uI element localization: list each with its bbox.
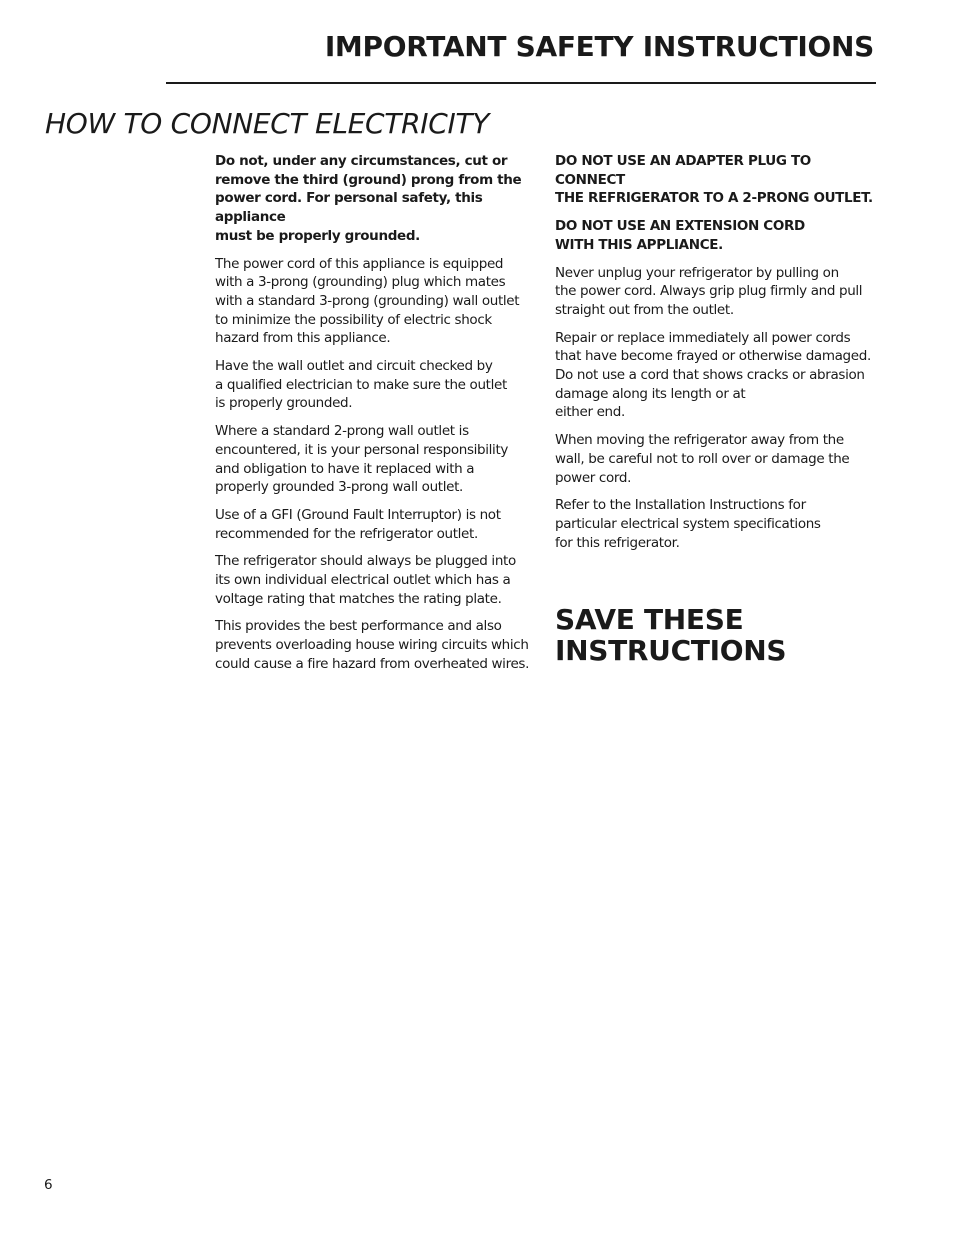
adapter-plug-warning: DO NOT USE AN ADAPTER PLUG TO CONNECT THE REFRIGERATOR TO A 2-PRONG OUTLET.	[555, 153, 873, 207]
paragraph-repair-cords: Repair or replace immediately all power cords that have become frayed or otherwise damaged. Do not use a cord that shows cracks or abrasion damage along its length or at either end.	[555, 329, 871, 421]
paragraph-individual-outlet: The refrigerator should always be plugged into its own individual electrical outlet which has a voltage rating that matches the rating plate.	[215, 553, 516, 607]
ground-prong-warning: Do not, under any circumstances, cut or remove the third (ground) prong from the power cord. For personal safety, this appliance must be properly grounded.	[215, 153, 522, 244]
paragraph-power-cord-plug: The power cord of this appliance is equipped with a 3-prong (grounding) plug which mates with a standard 3-prong (grounding) wall outlet to minimize the possibility of electric shock hazard from this appliance.	[215, 255, 520, 347]
paragraph-gfi: Use of a GFI (Ground Fault Interruptor) is not recommended for the refrigerator outlet.	[215, 506, 501, 542]
section-title: HOW TO CONNECT ELECTRICITY	[45, 107, 490, 140]
extension-cord-warning: DO NOT USE AN EXTENSION CORD WITH THIS APPLIANCE.	[555, 218, 805, 253]
paragraph-unplug: Never unplug your refrigerator by pulling on the power cord. Always grip plug firmly and pull straight out from the outlet.	[555, 264, 863, 318]
page-header-title: IMPORTANT SAFETY INSTRUCTIONS	[324, 30, 874, 63]
paragraph-moving: When moving the refrigerator away from the wall, be careful not to roll over or damage the power cord.	[555, 432, 850, 486]
page-number: 6	[44, 1177, 53, 1193]
paragraph-outlet-check: Have the wall outlet and circuit checked by a qualified electrician to make sure the outlet is properly grounded.	[215, 358, 507, 412]
save-instructions-heading: SAVE THESE INSTRUCTIONS	[555, 603, 787, 668]
right-column	[555, 152, 881, 666]
paragraph-performance: This provides the best performance and also prevents overloading house wiring circuits which could cause a fire hazard from overheated wires.	[215, 618, 530, 672]
left-column	[215, 152, 541, 683]
header-divider	[166, 82, 876, 84]
paragraph-two-prong-outlet: Where a standard 2-prong wall outlet is encountered, it is your personal responsibility and obligation to have it replaced with a properly grounded 3-prong wall outlet.	[215, 423, 509, 496]
paragraph-installation-reference: Refer to the Installation Instructions for particular electrical system specifications for this refrigerator.	[555, 497, 821, 551]
